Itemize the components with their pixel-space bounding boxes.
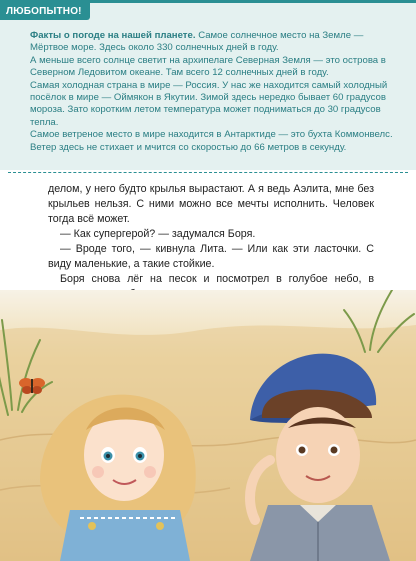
fact-box-text [30, 30, 396, 154]
boy-eye [331, 447, 338, 454]
boy-eye [299, 447, 306, 454]
children-on-sand-illustration [0, 290, 416, 561]
fact-line: Самая холодная страна в мире — Россия. У нас же находится самый холодный посёлок в мире — Оймякон в Якутии. Зимой здесь нередко бывает 60 градусов мороза. Зато коротким летом температура может подниматься до 30 градусов тепла. [30, 79, 388, 128]
fact-paragraph [30, 30, 396, 55]
fact-line: Самое солнечное место на Земле — Мёртвое море. Здесь около 330 солнечных дней в году. [30, 30, 364, 54]
story-paragraph: — Вроде того, — кивнула Лита. — Или как эти ласточки. С виду маленькие, а такие стойкие. [48, 243, 374, 270]
fact-lead: Факты о погоде на нашей планете. [30, 30, 196, 41]
story-paragraph: Боря снова лёг на песок и посмотрел в голубое небо, в [60, 273, 374, 285]
story-paragraph: делом, у него будто крылья вырастают. А я ведь Аэлита, мне без крыльев нельзя. С ними можно все мечты исполнить. Человек тогда всё может. [48, 183, 374, 225]
fact-line: А меньше всего солнце светит на архипелаге Северная Земля — это острова в Северном Ледовитом океане. Там всего 12 солнечных дней в году. [30, 54, 386, 79]
story-paragraph: — Как супергерой? — задумался Боря. [60, 228, 256, 240]
fact-box-tag: ЛЮБОПЫТНО! [0, 3, 90, 20]
butterfly [19, 378, 45, 394]
fact-line: Самое ветреное место в мире находится в Антарктиде — это бухта Коммонвелс. Ветер здесь не стихает и мчится со скоростью до 66 метров в секунду. [30, 129, 393, 153]
fact-box [0, 0, 416, 170]
fact-box-dashed-border [8, 172, 408, 173]
